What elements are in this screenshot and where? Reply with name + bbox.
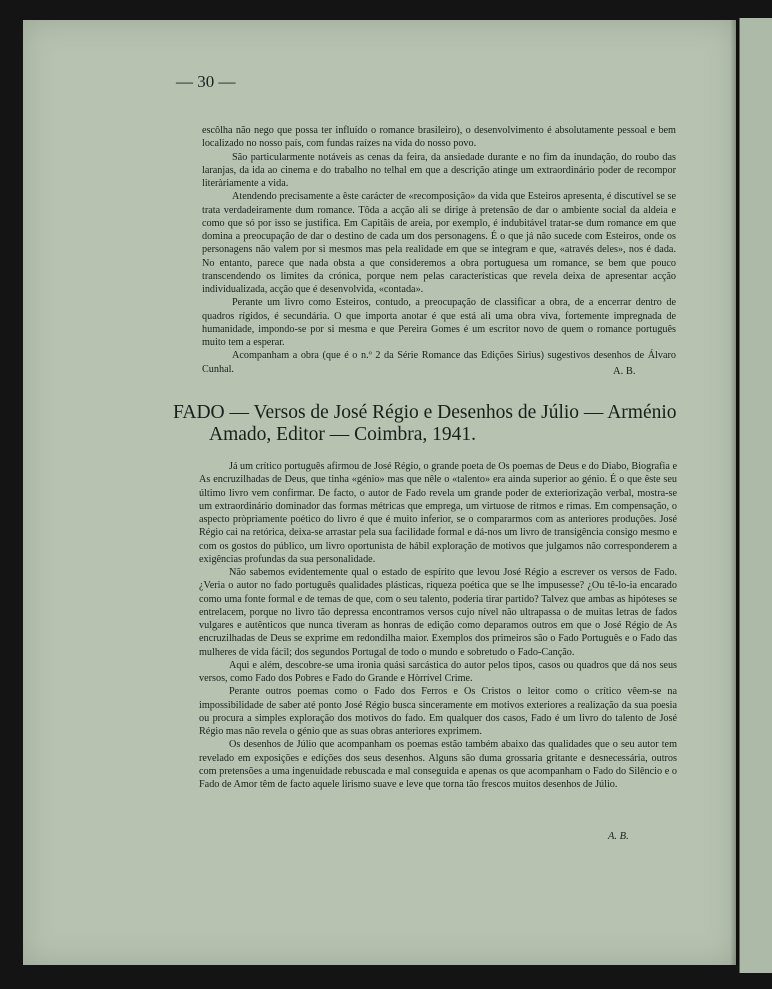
review-fado-signature: A. B. <box>608 831 629 842</box>
review-fado-title-line-2: Amado, Editor — Coimbra, 1941. <box>209 424 477 445</box>
review-fado-paragraph-1: Já um crítico português afirmou de José Régio, o grande poeta de Os poemas de Deus e do Diabo, Biografia e As encruzilhadas de Deus, que tinha «génio» mas que nêle o «talento» era ainda superior ao génio. É o que êste seu último livro vem confirmar. De facto, o autor de Fado revela um grande poder de exteriorização verbal, mostra-se um extraordinário dominador das formas métricas que emprega, um virtuose de ritmos e rimas. Em compensação, o aspecto pròpriamente poético do livro é que é muito inferior, se o compararmos com as anteriores produções. José Régio cai na retórica, deixa-se arrastar pela sua facilidade formal e dá-nos um livro de transigência consigo mesmo e com os gostos do público, um livro oportunista de hábil exploração de motivos que julgamos não corresponderem a exigências profundas da sua personalidade. <box>199 461 677 565</box>
review-fado-body <box>199 460 677 791</box>
review-fado-paragraph-5: Os desenhos de Júlio que acompanham os poemas estão também abaixo das qualidades que o seu autor tem revelado em exposições e edições dos seus desenhos. Alguns são duma grossaria gritante e desnecessária, outros com pretensões a uma ingenuidade rebuscada e mal conseguida e apenas os que acompanham o Fado do Silêncio e o Fado de Amor têm de facto aquele lirismo suave e leve que torna tão frescos muitos desenhos de Júlio. <box>199 739 677 790</box>
review-fado-title <box>173 402 693 446</box>
review-esteiros-paragraph-3: Atendendo precisamente a êste carácter de «recomposição» da vida que Esteiros apresenta, é discutível se se trata verdadeiramente dum romance. Tôda a acção ali se dirige à pretensão de dar o ambiente social da aldeia e como que só por isso se justifica. Em Capitãis de areia, por exemplo, é indubitável tratar-se dum romance em que domina a preocupação de dar o destino de cada um dos personagens. É o que já não sucede com Esteiros, onde os personagens não valem por si mesmos mas pela realidade em que se integram e que, «através deles», nos é dada. No entanto, parece que nada obsta a que consideremos a obra portuguesa um romance, se bem que pouco transcendendo os limites da crónica, porque nem pelas características que revela deixa de apresentar acção individualizada, acção que é desenvolvida, «contada». <box>202 191 676 295</box>
review-fado-title-line-1: FADO — Versos de José Régio e Desenhos de Júlio — Arménio <box>173 402 677 423</box>
review-esteiros-paragraph-4: Perante um livro como Esteiros, contudo, a preocupação de classificar a obra, de a encerrar dentro de quadros rígidos, é secundária. O que importa anotar é que está ali uma obra viva, fortemente impregnada de humanidade, impondo-se por si mesma e que Pereira Gomes é um escritor novo de quem o romance português muito tem a esperar. <box>202 297 676 348</box>
review-esteiros-paragraph-5: Acompanham a obra (que é o n.º 2 da Série Romance das Edições Sirius) sugestivos desenhos de Álvaro Cunhal. <box>202 350 676 375</box>
review-fado-paragraph-2: Não sabemos evidentemente qual o estado de espírito que levou José Régio a escrever os versos de Fado. ¿Veria o autor no fado português qualidades plásticas, riqueza poética que se lhe impusesse? ¿Ou tê-lo-ia encarado como uma fonte formal e de temas de que, com o seu talento, poderia tirar partido? Talvez que ambas as hipóteses se entrelacem, porque no livro tão depressa encontramos versos cujo nível não ultrapassa o de muitas letras de fados vulgares e autênticos que nunca tiveram as honras de edição como deparamos outros em que o José Régio de As encruzilhadas de Deus se exprime em redondilha maior. Exemplos dos primeiros são o Fado Português e o Fado das mulheres de vida fácil; dos segundos Portugal de todo o mundo e sobretudo o Fado-Canção. <box>199 567 677 658</box>
page-number: — 30 — <box>176 72 236 91</box>
review-esteiros-paragraph-2: São particularmente notáveis as cenas da feira, da ansiedade durante e no fim da inundação, do roubo das laranjas, da ida ao cinema e do trabalho no telhal em que a descrição atinge um extraordinário poder de recompor literàriamente a vida. <box>202 151 676 189</box>
review-esteiros-body <box>202 124 676 376</box>
review-fado-paragraph-3: Aqui e além, descobre-se uma ironia quási sarcástica do autor pelos tipos, casos ou quadros que dá nos seus versos, como Fado dos Pobres e Fado do Grande e Hòrrível Crime. <box>199 659 677 684</box>
review-esteiros-paragraph-1: escôlha não nego que possa ter influído o romance brasileiro), o desenvolvimento é absolutamente pessoal e bem localizado no nosso país, com fundas raízes na vida do nosso povo. <box>202 125 676 150</box>
review-esteiros-signature: A. B. <box>613 366 636 377</box>
review-fado-paragraph-4: Perante outros poemas como o Fado dos Ferros e Os Cristos o leitor como o crítico vêem-se na impossibilidade de saber até ponto José Régio busca sinceramente em motivos exteriores a realização da sua poesia ou procura a simples exploração dos motivos do fado. Em qualquer dos casos, Fado é um livro do talento de José Régio mas não revela o génio que as suas obras anteriores exprimem. <box>199 686 677 737</box>
adjacent-page-edge <box>739 18 772 973</box>
